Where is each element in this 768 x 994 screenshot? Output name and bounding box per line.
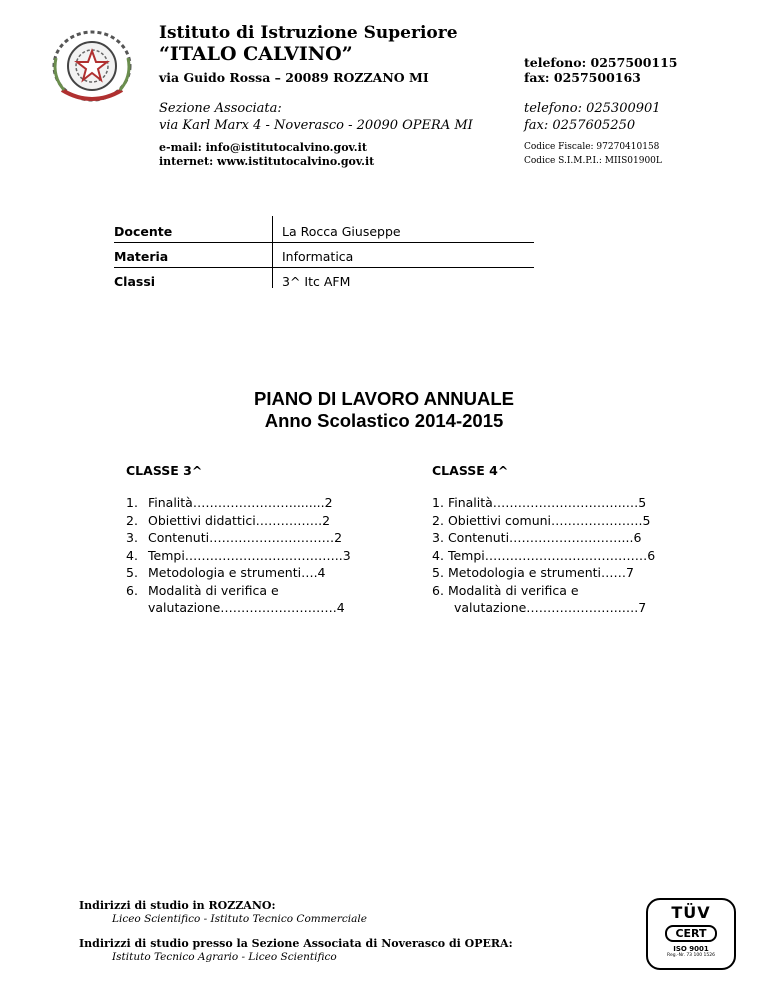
cert-mark: CERT (665, 925, 716, 942)
institute-phone: telefono: 0257500115 (524, 55, 678, 70)
institute-website: internet: www.istitutocalvino.gov.it (159, 155, 375, 168)
classe-4-heading: CLASSE 4^ (432, 463, 509, 478)
classi-label: Classi (114, 274, 156, 289)
rozzano-courses: Liceo Scientifico - Istituto Tecnico Commerciale (112, 913, 367, 925)
opera-courses-label: Indirizzi di studio presso la Sezione Associata di Noverasco di OPERA: (79, 937, 513, 950)
classe-3-heading: CLASSE 3^ (126, 463, 203, 478)
simpi-code: Codice S.I.M.P.I.: MIIS01900L (524, 156, 662, 166)
rozzano-courses-label: Indirizzi di studio in ROZZANO: (79, 899, 276, 912)
toc-item: 6. Modalità di verifica e (126, 582, 279, 598)
toc-list (126, 494, 366, 617)
materia-value: Informatica (282, 249, 354, 264)
info-table (114, 218, 534, 292)
toc-item: 1. Finalità……………………........2 (126, 495, 333, 510)
toc-classe-3 (126, 463, 366, 617)
docente-value: La Rocca Giuseppe (282, 224, 401, 239)
branch-fax: fax: 0257605250 (524, 118, 636, 133)
branch-phone: telefono: 025300901 (524, 101, 661, 116)
info-row-materia (114, 243, 534, 268)
school-year: Anno Scolastico 2014-2015 (264, 410, 504, 431)
tuv-cert-logo (646, 898, 736, 970)
toc-item: 1. Finalità…………………………..…5 (432, 495, 647, 510)
tuv-brand: TÜV (671, 903, 711, 922)
toc-item: 5. Metodologia e strumenti……7 (432, 565, 634, 580)
toc-item-continuation: valutazione…………………..….7 (454, 600, 647, 615)
toc-item: 4. Tempi…………………………………6 (432, 547, 656, 563)
document-title: PIANO DI LAVORO ANNUALE (253, 388, 515, 409)
branch-label: Sezione Associata: (159, 101, 282, 116)
docente-label: Docente (114, 224, 173, 239)
toc-item: 3. Contenuti………………………...6 (432, 530, 642, 545)
info-row-classi (114, 268, 534, 292)
republic-emblem-logo (48, 28, 136, 108)
branch-address: via Karl Marx 4 - Noverasco - 20090 OPERA MI (159, 118, 473, 133)
institute-fax: fax: 0257500163 (524, 70, 641, 85)
toc-item: 3. Contenuti…………………………2 (126, 530, 343, 545)
toc-list (432, 494, 672, 617)
materia-label: Materia (114, 249, 169, 264)
institute-email: e-mail: info@istitutocalvino.gov.it (159, 141, 367, 154)
info-row-docente (114, 218, 534, 243)
institute-address: via Guido Rossa – 20089 ROZZANO MI (159, 70, 429, 85)
institute-type: Istituto di Istruzione Superiore (159, 23, 458, 43)
classi-value: 3^ Itc AFM (282, 274, 351, 289)
toc-item: 2. Obiettivi comuni………………….5 (432, 512, 651, 528)
toc-classe-4 (432, 463, 672, 617)
toc-item-continuation: valutazione……………………….4 (148, 600, 345, 615)
cert-reg-number: Reg.-Nr. 73 100 1526 (667, 953, 715, 958)
opera-courses: Istituto Tecnico Agrario - Liceo Scientifico (112, 951, 337, 963)
toc-item: 2. Obiettivi didattici…………….2 (126, 512, 331, 528)
institute-name: “ITALO CALVINO” (159, 43, 353, 65)
toc-item: 4. Tempi………………………………..3 (126, 547, 351, 563)
iso-label: ISO 9001 (673, 945, 709, 953)
toc-item: 6. Modalità di verifica e (432, 582, 579, 598)
fiscal-code: Codice Fiscale: 97270410158 (524, 142, 660, 152)
toc-item: 5. Metodologia e strumenti….4 (126, 565, 326, 580)
